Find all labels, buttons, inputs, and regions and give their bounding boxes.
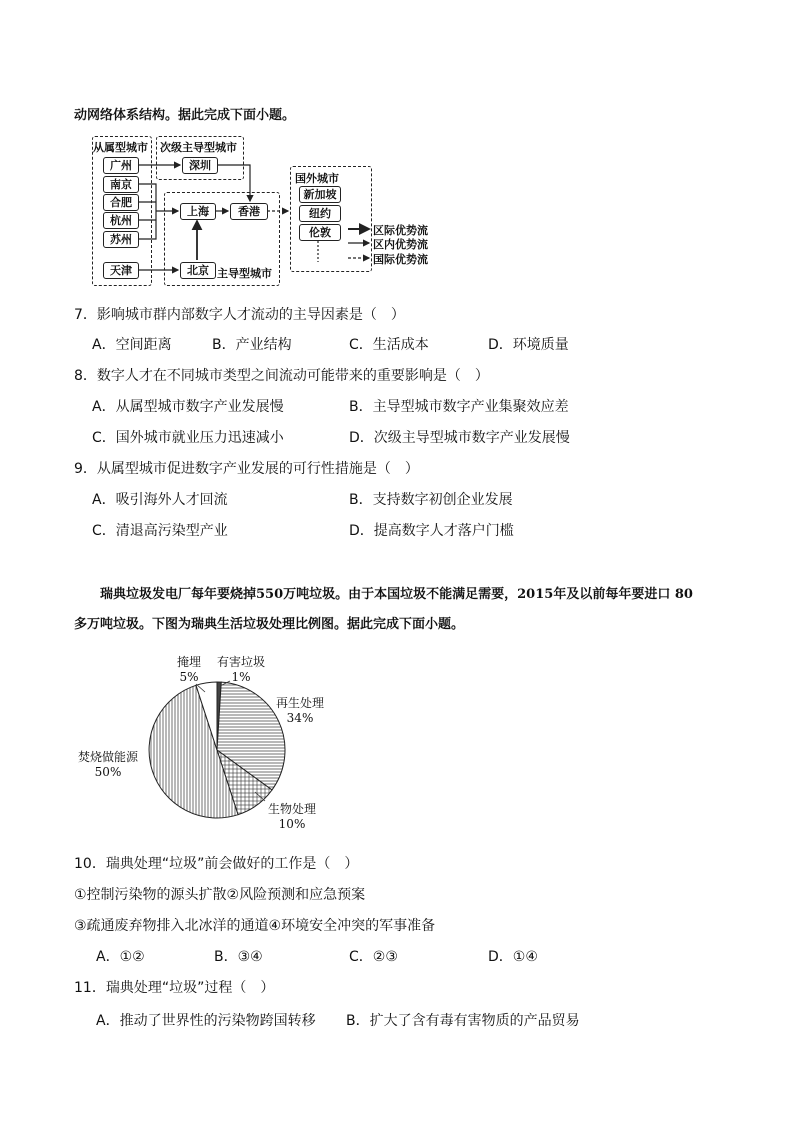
intro-text: 动网络体系结构。据此完成下面小题。 — [74, 108, 296, 123]
q11-option-a: A．推动了世界性的污染物跨国转移 — [96, 1013, 316, 1029]
q7-option-c: C．生活成本 — [349, 337, 429, 353]
q8-option-a: A．从属型城市数字产业发展慢 — [92, 399, 284, 415]
q7-option-a: A．空间距离 — [92, 337, 172, 353]
pie-label-biological: 生物处理 10% — [268, 802, 317, 831]
q10-option-a: A．①② — [96, 949, 145, 965]
city-shanghai: 上海 — [180, 203, 216, 220]
q9-option-c: C．清退高污染型产业 — [92, 523, 228, 539]
q7-option-b: B．产业结构 — [212, 337, 292, 353]
city-guangzhou: 广州 — [103, 157, 139, 174]
foreign-group-label: 国外城市 — [295, 172, 339, 185]
city-hefei: 合肥 — [103, 194, 139, 211]
q10-items-2: ③疏通废弃物排入北冰洋的通道④环境安全冲突的军事准备 — [74, 918, 436, 934]
city-tianjin: 天津 — [103, 262, 139, 279]
legend-interregional: 区际优势流 — [373, 224, 428, 237]
city-beijing: 北京 — [180, 262, 216, 279]
pie-label-landfill: 掩埋 5% — [177, 655, 202, 684]
pie-label-recycling: 再生处理 34% — [276, 696, 325, 725]
q10-items-1: ①控制污染物的源头扩散②风险预测和应急预案 — [74, 887, 366, 903]
q9-option-a: A．吸引海外人才回流 — [92, 492, 228, 508]
city-shenzhen: 深圳 — [182, 157, 218, 174]
legend-international: 国际优势流 — [373, 253, 428, 266]
passage2-line1: 瑞典垃圾发电厂每年要烧掉550万吨垃圾。由于本国垃圾不能满足需要，2015年及以前每年要进口 80 — [100, 587, 693, 602]
q10-stem: 10．瑞典处理“垃圾”前会做好的工作是（ ） — [74, 856, 359, 872]
city-hangzhou: 杭州 — [103, 212, 139, 229]
secondary-group-label: 次级主导型城市 — [160, 141, 237, 154]
q9-stem: 9．从属型城市促进数字产业发展的可行性措施是（ ） — [74, 461, 419, 477]
q10-option-c: C．②③ — [349, 949, 398, 965]
city-singapore: 新加坡 — [299, 186, 341, 203]
legend-intraregional: 区内优势流 — [373, 238, 428, 251]
city-suzhou: 苏州 — [103, 231, 139, 248]
subordinate-group-label: 从属型城市 — [93, 141, 148, 154]
q11-stem: 11．瑞典处理“垃圾”过程（ ） — [74, 980, 275, 996]
passage2-line2: 多万吨垃圾。下图为瑞典生活垃圾处理比例图。据此完成下面小题。 — [74, 617, 465, 632]
q8-stem: 8．数字人才在不同城市类型之间流动可能带来的重要影响是（ ） — [74, 368, 489, 384]
q8-option-b: B．主导型城市数字产业集聚效应差 — [349, 399, 569, 415]
q10-option-b: B．③④ — [214, 949, 263, 965]
q7-stem: 7．影响城市群内部数字人才流动的主导因素是（ ） — [74, 307, 405, 323]
city-newyork: 纽约 — [299, 205, 341, 222]
q9-option-b: B．支持数字初创企业发展 — [349, 492, 513, 508]
q9-option-d: D．提高数字人才落户门槛 — [349, 523, 514, 539]
q8-option-c: C．国外城市就业压力迅速减小 — [92, 430, 284, 446]
pie-label-incineration: 焚烧做能源 50% — [78, 750, 139, 779]
q7-option-d: D．环境质量 — [488, 337, 569, 353]
city-hongkong: 香港 — [230, 203, 268, 220]
q10-option-d: D．①④ — [488, 949, 538, 965]
primary-group-label: 主导型城市 — [217, 267, 272, 280]
city-london: 伦敦 — [299, 224, 341, 241]
pie-label-hazardous: 有害垃圾 1% — [217, 655, 266, 684]
city-nanjing: 南京 — [103, 176, 139, 193]
q11-option-b: B．扩大了含有毒有害物质的产品贸易 — [346, 1013, 580, 1029]
q8-option-d: D．次级主导型城市数字产业发展慢 — [349, 430, 570, 446]
